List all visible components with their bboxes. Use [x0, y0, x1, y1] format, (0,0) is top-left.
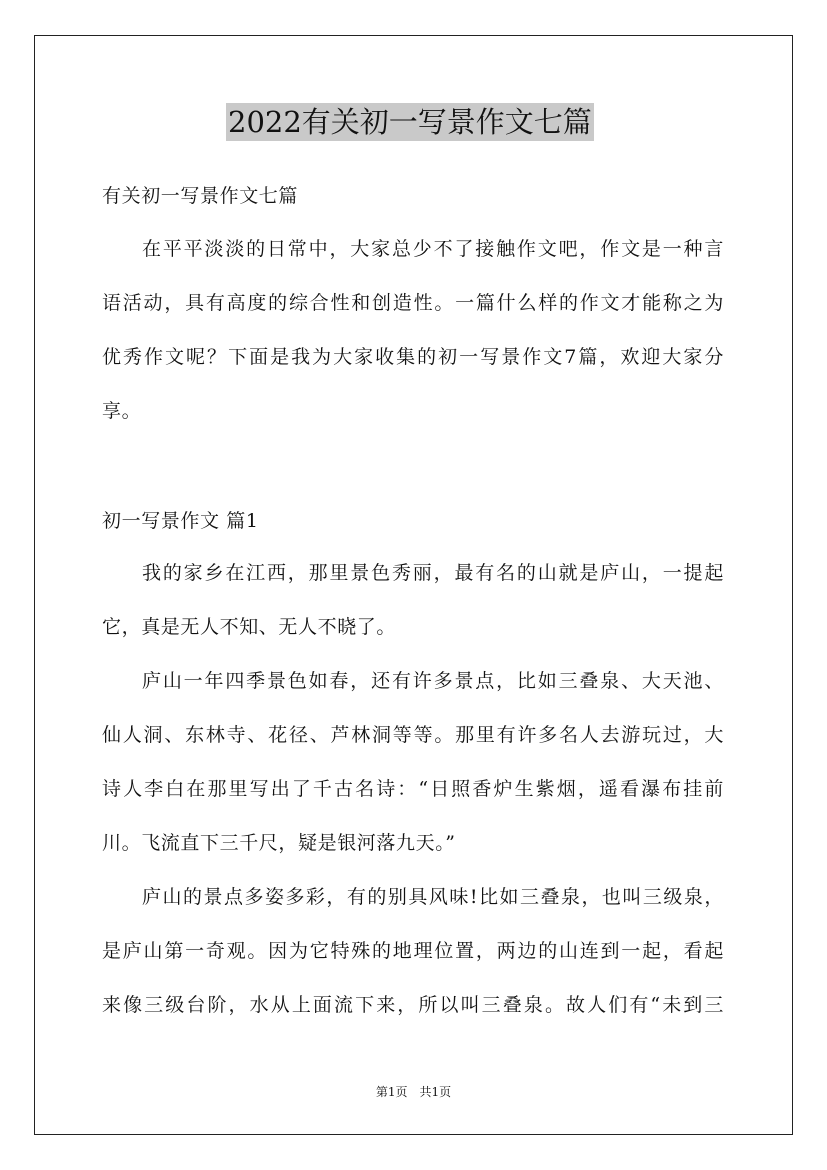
- body-line: 诗人李白在那里写出了千古名诗：“日照香炉生紫烟，遥看瀑布挂前: [102, 778, 724, 800]
- body-line: 庐山的景点多姿多彩，有的别具风味!比如三叠泉，也叫三级泉，: [142, 886, 724, 908]
- intro-line: 优秀作文呢？下面是我为大家收集的初一写景作文7篇，欢迎大家分: [102, 346, 724, 368]
- body-line: 仙人洞、东林寺、花径、芦林洞等等。那里有许多名人去游玩过，大: [102, 724, 724, 746]
- document-subtitle: 有关初一写景作文七篇: [102, 185, 299, 207]
- page-number-footer: 第1页 共1页: [375, 1085, 452, 1099]
- body-line: 它，真是无人不知、无人不晓了。: [102, 616, 397, 638]
- section-heading: 初一写景作文 篇1: [102, 510, 259, 532]
- intro-line: 语活动，具有高度的综合性和创造性。一篇什么样的作文才能称之为: [102, 292, 724, 314]
- body-line: 来像三级台阶，水从上面流下来，所以叫三叠泉。故人们有“未到三: [102, 994, 724, 1016]
- body-line: 我的家乡在江西，那里景色秀丽，最有名的山就是庐山，一提起: [142, 562, 724, 584]
- body-line: 是庐山第一奇观。因为它特殊的地理位置，两边的山连到一起，看起: [102, 940, 724, 962]
- body-line: 川。飞流直下三千尺，疑是银河落九天。”: [102, 832, 456, 854]
- document-title: 2022有关初一写景作文七篇: [228, 105, 592, 139]
- intro-line: 享。: [102, 400, 142, 422]
- intro-line: 在平平淡淡的日常中，大家总少不了接触作文吧，作文是一种言: [142, 238, 724, 260]
- body-line: 庐山一年四季景色如春，还有许多景点，比如三叠泉、大天池、: [142, 670, 724, 692]
